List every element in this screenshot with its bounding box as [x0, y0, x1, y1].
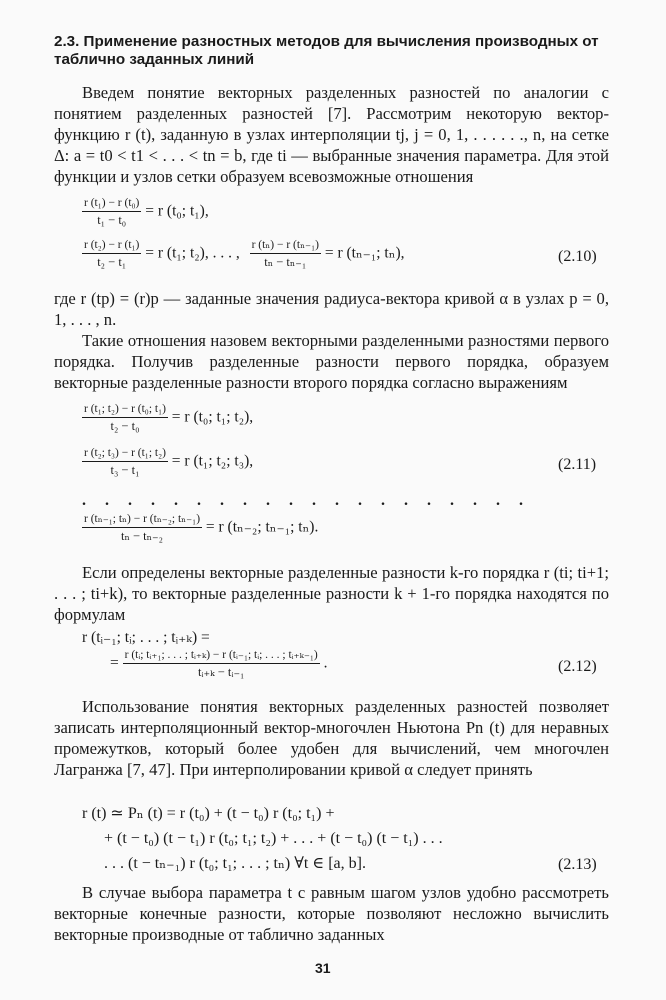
equation-2-10-line-2 — [82, 238, 405, 270]
numerator: r (tᵢ; tᵢ₊₁; . . . ; tᵢ₊ₖ) − r (tᵢ₋₁; tᵢ; . . . ; tᵢ₊ₖ₋₁) — [123, 648, 320, 664]
paragraph-newton: Использование понятия векторных разделенных разностей позволяет записать интерполяционный вектор-многочлен Ньютона Pn (t) для неравных промежутков, который более удобен для вычислений, чем многочлен Лагранжа [7, 47]. При интерполировании кривой α следует принять — [54, 697, 609, 779]
paragraph-intro: Введем понятие векторных разделенных разностей по аналогии с понятием разделенных разностей [7]. Рассмотрим некоторую вектор-функцию r (t), заданную в узлах интерполяции tj, j = 0, 1, . . . . . ., n, на сетке Δ: a = t0 < t1 < . . . < tn = b, где ti — выбранные значения параметра. Для этой функции и узлов сетки образуем всевозможные отношения — [54, 83, 609, 186]
equation-number-2-12: (2.12) — [558, 658, 597, 675]
page-number: 31 — [315, 960, 331, 976]
numerator: r (t₂; t₃) − r (t₁; t₂) — [82, 446, 168, 462]
paragraph-equal-step: В случае выбора параметра t с равным шагом узлов удобно рассмотреть векторные конечные разности, которые позволяют несложно вычислить векторные производные от таблично заданных — [54, 883, 609, 944]
fraction — [250, 238, 321, 270]
denominator: tᵢ₊ₖ − tᵢ₋₁ — [197, 665, 245, 679]
equation-2-13-line-3: . . . (t − tₙ₋₁) r (t₀; t₁; . . . ; tₙ) ∀t ∈ [a, b]. — [104, 855, 366, 872]
equation-2-12-rhs: = r (tᵢ; tᵢ₊₁; . . . ; tᵢ₊ₖ) − r (tᵢ₋₁; tᵢ; . . . ; tᵢ₊ₖ₋₁) tᵢ₊ₖ − tᵢ₋₁ . — [110, 649, 328, 679]
numerator: r (t₂) − r (t₁) — [82, 238, 141, 254]
ellipsis-row: . . . . . . . . . . . . . . . . . . . . — [82, 492, 531, 509]
equation-rhs: = r (t₀; t₁), — [145, 202, 209, 220]
equation-number-2-11: (2.11) — [558, 456, 597, 473]
paragraph-where: где r (tp) = (r)p — заданные значения радиуса-вектора кривой α в узлах p = 0, 1, . . . , n. — [54, 289, 609, 329]
denominator: tₙ − tₙ₋₂ — [121, 529, 164, 543]
fraction — [82, 446, 168, 478]
equation-2-11-line-3 — [82, 512, 318, 544]
equation-rhs: = r (tₙ₋₂; tₙ₋₁; tₙ). — [205, 518, 319, 536]
numerator: r (tₙ) − r (tₙ₋₁) — [250, 238, 321, 254]
fraction — [123, 648, 320, 680]
denominator: t₂ − t₁ — [97, 255, 127, 269]
equation-2-11-line-2 — [82, 446, 253, 478]
numerator: r (t₁; t₂) − r (t₀; t₁) — [82, 402, 168, 418]
fraction — [82, 512, 202, 544]
equation-2-13-line-1: r (t) ≃ Pₙ (t) = r (t₀) + (t − t₀) r (t₀; t₁) + — [82, 805, 335, 822]
section-title: 2.3. Применение разностных методов для вычисления производных от таблично заданных линий — [54, 33, 599, 68]
numerator: r (tₙ₋₁; tₙ) − r (tₙ₋₂; tₙ₋₁) — [82, 512, 202, 528]
paragraph-kth-order: Если определены векторные разделенные разности k-го порядка r (ti; ti+1; . . . ; ti+k), то векторные разделенные разности k + 1-го порядка находятся по формулам — [54, 563, 609, 624]
equation-number-2-10: (2.10) — [558, 248, 597, 265]
denominator: t₃ − t₁ — [110, 463, 140, 477]
fraction — [82, 196, 141, 228]
denominator: t₂ − t₀ — [110, 419, 140, 433]
equation-rhs: = r (t₀; t₁; t₂), — [171, 408, 254, 426]
equation-2-13-line-2: + (t − t₀) (t − t₁) r (t₀; t₁; t₂) + . . . + (t − t₀) (t − t₁) . . . — [104, 830, 443, 847]
equation-2-10-line-1 — [82, 196, 209, 228]
denominator: tₙ − tₙ₋₁ — [264, 255, 307, 269]
fraction — [82, 238, 141, 270]
denominator: t₁ − t₀ — [97, 213, 127, 227]
equation-number-2-13: (2.13) — [558, 856, 597, 873]
fraction — [82, 402, 168, 434]
equation-2-11-line-1 — [82, 402, 253, 434]
equation-rhs: = r (t₁; t₂; t₃), — [171, 452, 254, 470]
numerator: r (t₁) − r (t₀) — [82, 196, 141, 212]
equation-2-12-lhs: r (tᵢ₋₁; tᵢ; . . . ; tᵢ₊ₖ) = — [82, 629, 210, 646]
equation-rhs: = r (tₙ₋₁; tₙ), — [324, 244, 405, 262]
paragraph-first-order: Такие отношения назовем векторными разделенными разностями первого порядка. Получив разделенные разности первого порядка, образуем векторные разделенные разности второго порядка согласно выражениям — [54, 331, 609, 392]
equation-rhs: = r (t₁; t₂), . . . , — [145, 244, 240, 262]
